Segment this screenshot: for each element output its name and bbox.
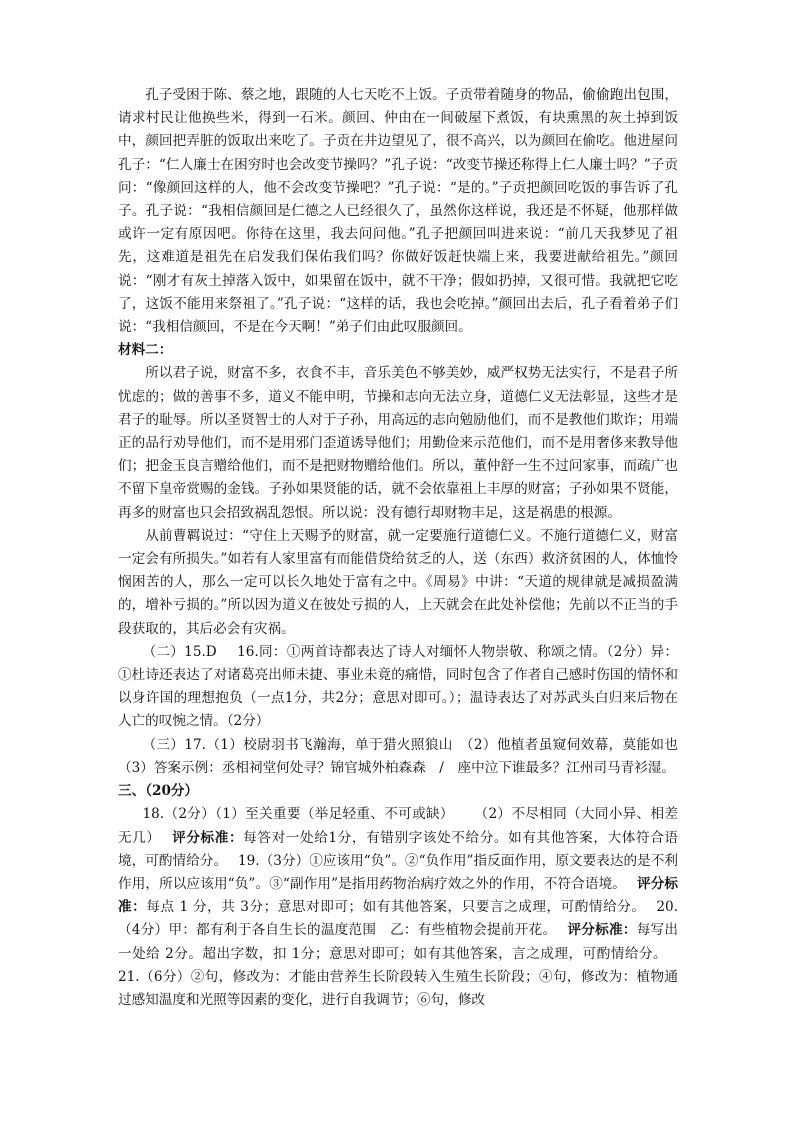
document-page bbox=[118, 84, 692, 1012]
answer-19: 19.（3分）①应该用“负”。②“负作用”指反面作用，原文要表达的是不利作用，所以应该用“负”。③“副作用”是指用药物治病疗效之外的作用，不符合语境。 bbox=[118, 852, 678, 892]
answer-21: 21.（6分）②句，修改为：才能由营养生长阶段转入生殖生长阶段；④句，修改为：植物通过感知温度和光照等因素的变化，进行自我调节；⑥句，修改 bbox=[118, 968, 678, 1008]
section-3-heading: 三、（20分） bbox=[118, 783, 199, 800]
scoring-label-20: 评分标准： bbox=[567, 922, 637, 939]
material2-paragraph-2: 从前曹羁说过：“守住上天赐予的财富，就一定要施行道德仁义。不施行道德仁义，财富一定会有所损失。”如若有人家里富有而能借贷给贫乏的人，送（东西）救济贫困的人，体恤怜悯困苦的人，那么一定可以长久地处于富有之中。《周易》中讲：“天道的规律就是减损盈满的，增补亏损的。”所以因为道义在彼处亏损的人，上天就会在此处补偿他；先前以不正当的手段获取的，其后必会有灾祸。 bbox=[118, 527, 678, 637]
scoring-18: 每答对一处给1分，有错别字该处不给分。如有其他答案，大体符合语境，可酌情给分。 bbox=[118, 829, 679, 869]
answer-18-part2: （2）不尽相同（大同小异、相差无几） bbox=[118, 806, 678, 846]
scoring-20: 每写出一处给 2分。超出字数，扣 1分；意思对即可；如有其他答案，言之成理，可酌情给分。 bbox=[118, 922, 678, 962]
answer-section-2 bbox=[118, 641, 678, 734]
answer-16: 16.同：①两首诗都表达了诗人对缅怀人物崇敬、称颂之情。（2分）异：①杜诗还表达了对诸葛亮出师未捷、事业未竟的痛惜，同时包含了作者自己感时伤国的情怀和以身许国的理想抱负（一点1分，共2分；意思对即可。）；温诗表达了对苏武头白归来后物在人亡的叹惋之情。（2分） bbox=[118, 643, 678, 730]
answer-20: 20.（4分）甲：都有利于各自生长的温度范围 乙：有些植物会提前开花。 bbox=[118, 899, 679, 939]
material2-paragraph-1: 所以君子说，财富不多，衣食不丰，音乐美色不够美妙，威严权势无法实行，不是君子所忧虑的；做的善事不多，道义不能申明，节操和志向无法立身，道德仁义无法彰显，这些才是君子的耻辱。所以圣贤智士的人对于子孙，用高远的志向勉励他们，而不是教他们欺诈；用端正的品行劝导他们，而不是用邪门歪道诱导他们；用勤俭来示范他们，而不是用奢侈来教导他们；把金玉良言赠给他们，而不是把财物赠给他们。所以，董仲舒一生不过问家事，而疏广也不留下皇帝赏赐的金钱。子孙如果贤能的话，就不会依靠祖上丰厚的财富；子孙如果不贤能，再多的财富也只会招致祸乱怨恨。所以说：没有德行却财物丰足，这是祸患的根源。 bbox=[118, 365, 678, 521]
scoring-label-18: 评分标准： bbox=[171, 829, 244, 846]
material1-paragraph: 孔子受困于陈、蔡之地，跟随的人七天吃不上饭。子贡带着随身的物品，偷偷跑出包围，请求村民让他换些米，得到一石米。颜回、仲由在一间破屋下煮饭，有块熏黑的灰土掉到饭中，颜回把弄脏的饭取出来吃了。子贡在井边望见了，很不高兴，以为颜回在偷吃。他进屋问孔子：“仁人廉士在困穷时也会改变节操吗？”孔子说：“改变节操还称得上仁人廉士吗？”子贡问：“像颜回这样的人，他不会改变节操吧？”孔子说：“是的。”子贡把颜回吃饭的事告诉了孔子。孔子说：“我相信颜回是仁德之人已经很久了，虽然你这样说，我还是不怀疑，他那样做或许一定有原因吧。你待在这里，我去问问他。”孔子把颜回叫进来说：“前几天我梦见了祖先，这难道是祖先在启发我们保佑我们吗？你做好饭赶快端上来，我要进献给祖先。”颜回说：“刚才有灰土掉落入饭中，如果留在饭中，就不干净；假如扔掉，又很可惜。我就把它吃了，这饭不能用来祭祖了。”孔子说：“这样的话，我也会吃掉。”颜回出去后，孔子看着弟子们说：“我相信颜回，不是在今天啊！”弟子们由此叹服颜回。 bbox=[118, 87, 678, 336]
scoring-label-19: 评分标准： bbox=[118, 875, 679, 916]
material2-heading: 材料二： bbox=[118, 342, 173, 359]
answer-15: （二）15.D bbox=[142, 643, 217, 660]
answers-18-21 bbox=[118, 803, 678, 1012]
answer-17: （三）17.（1）校尉羽书飞瀚海，单于猎火照狼山 （2）他植者虽窥伺效幕，莫能如也 （3）答案示例：丞相祠堂何处寻？锦官城外柏森森 / 座中泣下谁最多？江州司马青衫湿。 bbox=[118, 736, 692, 776]
scoring-19: 每点 1 分，共 3分；意思对即可；如有其他答案，只要言之成理，可酌情给分。 bbox=[146, 899, 646, 916]
answer-18-part1: 18.（2分）（1）至关重要（举足轻重、不可或缺） bbox=[142, 806, 454, 823]
